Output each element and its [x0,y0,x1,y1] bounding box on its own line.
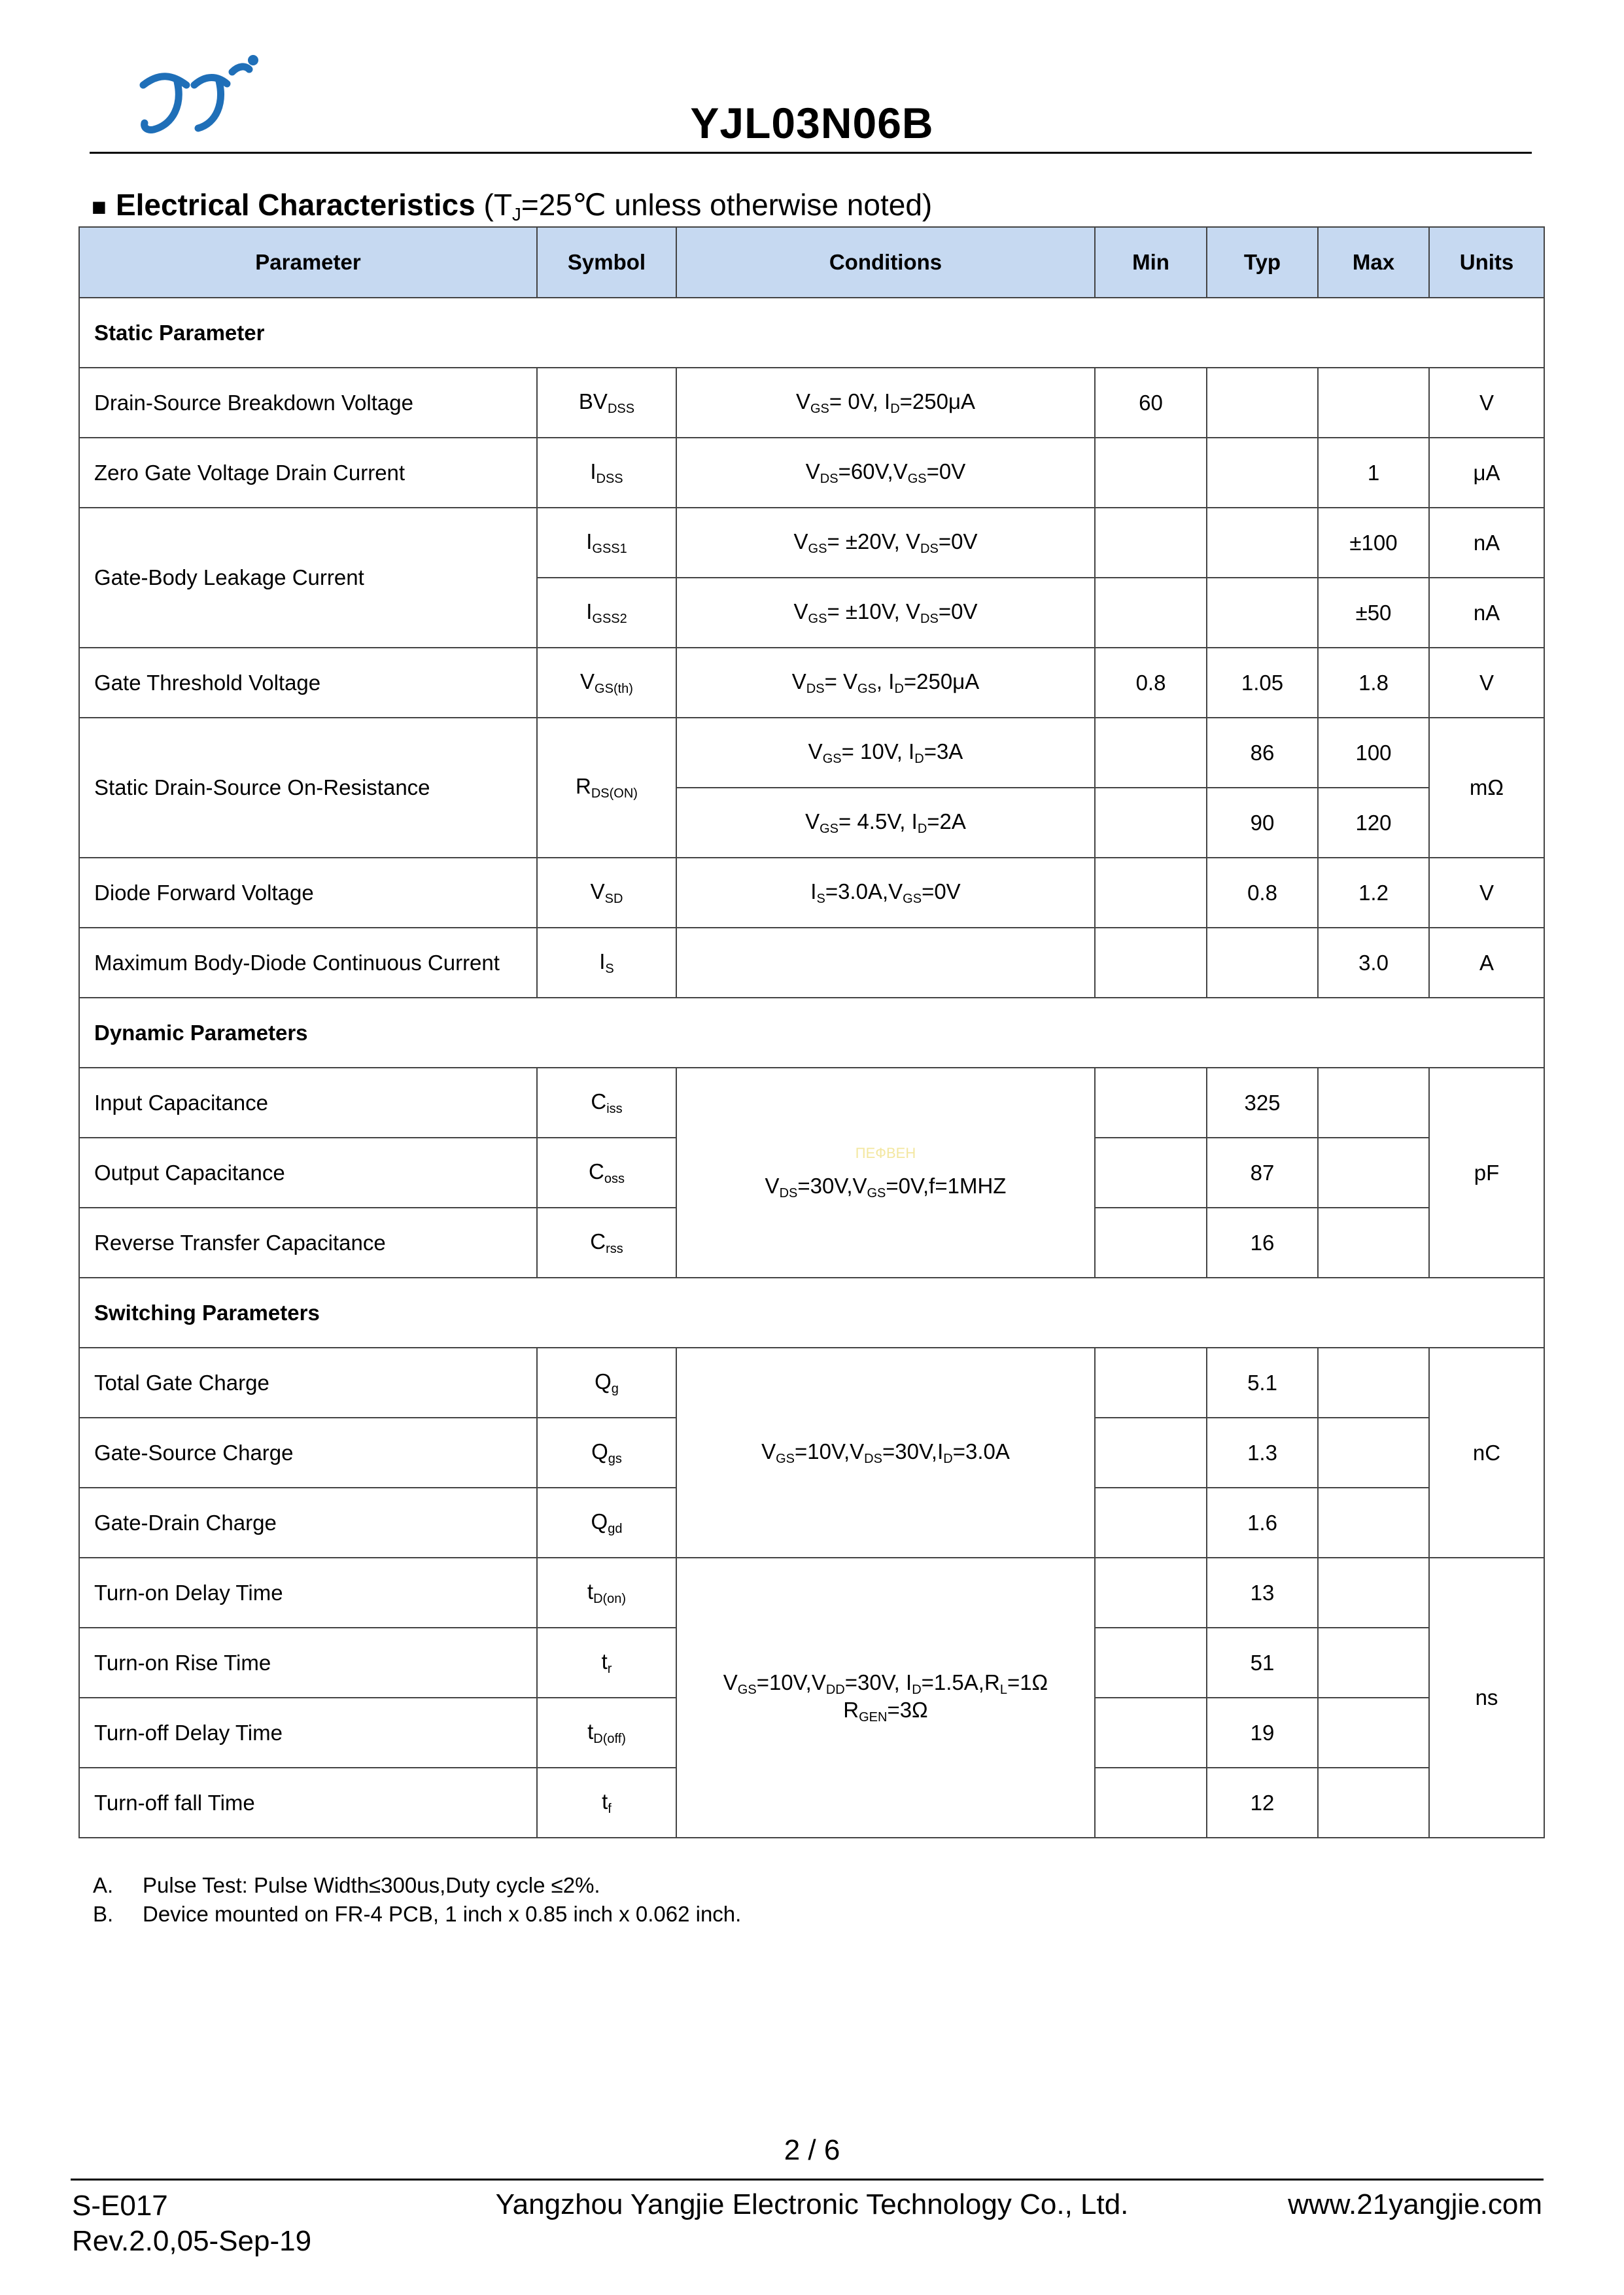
footer-rule [71,2179,1544,2181]
min-cell [1095,1488,1207,1558]
typ-cell: 5.1 [1207,1348,1318,1418]
max-cell: 120 [1318,788,1429,858]
param-cell: Reverse Transfer Capacitance [79,1208,537,1278]
param-cell: Gate-Body Leakage Current [79,508,537,648]
condition-sub: J [511,204,521,224]
revision: Rev.2.0,05-Sep-19 [72,2225,312,2257]
typ-cell [1207,368,1318,438]
bullet-square-icon: ■ [92,194,107,221]
param-cell: Diode Forward Voltage [79,858,537,928]
max-cell [1318,1418,1429,1488]
section-switching: Switching Parameters [79,1278,1544,1348]
units-cell: V [1429,648,1544,718]
units-cell: mΩ [1429,718,1544,858]
typ-cell: 12 [1207,1768,1318,1838]
symbol-cell: tD(off) [537,1698,676,1768]
min-cell [1095,1138,1207,1208]
param-cell: Gate-Source Charge [79,1418,537,1488]
conditions-cell: VGS= 0V, ID=250μA [676,368,1095,438]
header-parameter: Parameter [79,227,537,298]
typ-cell [1207,928,1318,998]
header-min: Min [1095,227,1207,298]
doc-code: S-E017 [72,2190,168,2222]
conditions-cell: VGS= ±10V, VDS=0V [676,578,1095,648]
symbol-cell: IGSS2 [537,578,676,648]
symbol-cell: tD(on) [537,1558,676,1628]
section-row [79,998,1544,1068]
website: www.21yangjie.com [1288,2188,1542,2220]
min-cell [1095,1348,1207,1418]
param-cell: Static Drain-Source On-Resistance [79,718,537,858]
param-cell: Output Capacitance [79,1138,537,1208]
max-cell: 100 [1318,718,1429,788]
symbol-cell: BVDSS [537,368,676,438]
table-row [79,368,1544,438]
typ-cell: 19 [1207,1698,1318,1768]
typ-cell: 86 [1207,718,1318,788]
units-cell: nC [1429,1348,1544,1558]
param-cell: Turn-on Delay Time [79,1558,537,1628]
min-cell [1095,1418,1207,1488]
param-cell: Turn-off fall Time [79,1768,537,1838]
header-symbol: Symbol [537,227,676,298]
min-cell [1095,578,1207,648]
units-cell: ns [1429,1558,1544,1838]
min-cell [1095,438,1207,508]
header-units: Units [1429,227,1544,298]
min-cell: 60 [1095,368,1207,438]
notes [93,1871,741,1929]
header-typ: Typ [1207,227,1318,298]
symbol-cell: Ciss [537,1068,676,1138]
table-row [79,1348,1544,1418]
section-dynamic: Dynamic Parameters [79,998,1544,1068]
conditions-cell: VGS= 10V, ID=3A [676,718,1095,788]
max-cell [1318,368,1429,438]
min-cell [1095,1698,1207,1768]
param-cell: Maximum Body-Diode Continuous Current [79,928,537,998]
max-cell [1318,1558,1429,1628]
table-row [79,648,1544,718]
typ-cell: 51 [1207,1628,1318,1698]
symbol-cell: Qgd [537,1488,676,1558]
min-cell [1095,1768,1207,1838]
max-cell [1318,1068,1429,1138]
min-cell [1095,788,1207,858]
param-cell: Zero Gate Voltage Drain Current [79,438,537,508]
table-row [79,1558,1544,1628]
symbol-cell: IS [537,928,676,998]
symbol-cell: tf [537,1768,676,1838]
min-cell [1095,718,1207,788]
company-name: Yangzhou Yangjie Electronic Technology Co., Ltd. [495,2188,1129,2220]
min-cell [1095,1558,1207,1628]
document-title: YJL03N06B [690,99,934,147]
min-cell [1095,858,1207,928]
symbol-cell: IDSS [537,438,676,508]
symbol-cell: IGSS1 [537,508,676,578]
typ-cell [1207,438,1318,508]
units-cell: μA [1429,438,1544,508]
param-cell: Turn-off Delay Time [79,1698,537,1768]
min-cell [1095,928,1207,998]
units-cell: V [1429,858,1544,928]
conditions-cell: IS=3.0A,VGS=0V [676,858,1095,928]
section-row [79,1278,1544,1348]
symbol-cell: RDS(ON) [537,718,676,858]
conditions-cell: VGS=10V,VDS=30V,ID=3.0A [676,1348,1095,1558]
section-title [92,187,932,225]
table-row [79,1068,1544,1138]
conditions-cell: VGS= ±20V, VDS=0V [676,508,1095,578]
param-cell: Gate-Drain Charge [79,1488,537,1558]
conditions-cell: VDS= VGS, ID=250μA [676,648,1095,718]
symbol-cell: Qgs [537,1418,676,1488]
max-cell [1318,1488,1429,1558]
max-cell [1318,1628,1429,1698]
typ-cell: 1.3 [1207,1418,1318,1488]
min-cell [1095,1208,1207,1278]
typ-cell [1207,508,1318,578]
note-item: A. Pulse Test: Pulse Width≤300us,Duty cycle ≤2%. [93,1873,600,1897]
table-header-row [79,227,1544,298]
section-row [79,298,1544,368]
condition-rest: =25℃ unless otherwise noted) [521,188,933,222]
param-cell: Turn-on Rise Time [79,1628,537,1698]
typ-cell: 0.8 [1207,858,1318,928]
min-cell [1095,508,1207,578]
watermark: ПЕФВЕН [855,1144,916,1161]
max-cell [1318,1768,1429,1838]
table-row [79,928,1544,998]
header-conditions: Conditions [676,227,1095,298]
typ-cell: 90 [1207,788,1318,858]
param-cell: Input Capacitance [79,1068,537,1138]
page-number: 2 / 6 [784,2134,840,2166]
typ-cell: 1.6 [1207,1488,1318,1558]
max-cell: ±50 [1318,578,1429,648]
conditions-cell: ПЕФВЕН VDS=30V,VGS=0V,f=1MHZ [676,1068,1095,1278]
max-cell: ±100 [1318,508,1429,578]
max-cell [1318,1348,1429,1418]
max-cell: 1.8 [1318,648,1429,718]
header-rule [90,152,1532,154]
table-row [79,858,1544,928]
symbol-cell: Coss [537,1138,676,1208]
max-cell: 3.0 [1318,928,1429,998]
typ-cell [1207,578,1318,648]
max-cell: 1 [1318,438,1429,508]
min-cell [1095,1628,1207,1698]
note-item: B. Device mounted on FR-4 PCB, 1 inch x 0.85 inch x 0.062 inch. [93,1902,742,1926]
symbol-cell: Qg [537,1348,676,1418]
section-static: Static Parameter [79,298,1544,368]
units-cell: A [1429,928,1544,998]
section-heading: Electrical Characteristics [115,188,475,222]
symbol-cell: VSD [537,858,676,928]
table-row [79,508,1544,578]
max-cell [1318,1208,1429,1278]
condition-open: (T [475,188,512,222]
max-cell [1318,1138,1429,1208]
typ-cell: 87 [1207,1138,1318,1208]
typ-cell: 16 [1207,1208,1318,1278]
conditions-cell: VGS= 4.5V, ID=2A [676,788,1095,858]
typ-cell: 13 [1207,1558,1318,1628]
param-cell: Total Gate Charge [79,1348,537,1418]
header-max: Max [1318,227,1429,298]
table-row [79,718,1544,788]
table-row [79,438,1544,508]
units-cell: pF [1429,1068,1544,1278]
max-cell: 1.2 [1318,858,1429,928]
symbol-cell: tr [537,1628,676,1698]
conditions-cell: VDS=60V,VGS=0V [676,438,1095,508]
param-cell: Gate Threshold Voltage [79,648,537,718]
min-cell: 0.8 [1095,648,1207,718]
max-cell [1318,1698,1429,1768]
symbol-cell: VGS(th) [537,648,676,718]
conditions-cell: VGS=10V,VDD=30V, ID=1.5A,RL=1Ω RGEN=3Ω [676,1558,1095,1838]
electrical-characteristics-table [78,226,1545,1838]
typ-cell: 1.05 [1207,648,1318,718]
param-cell: Drain-Source Breakdown Voltage [79,368,537,438]
symbol-cell: Crss [537,1208,676,1278]
units-cell: V [1429,368,1544,438]
typ-cell: 325 [1207,1068,1318,1138]
units-cell: nA [1429,508,1544,578]
min-cell [1095,1068,1207,1138]
units-cell: nA [1429,578,1544,648]
conditions-cell [676,928,1095,998]
